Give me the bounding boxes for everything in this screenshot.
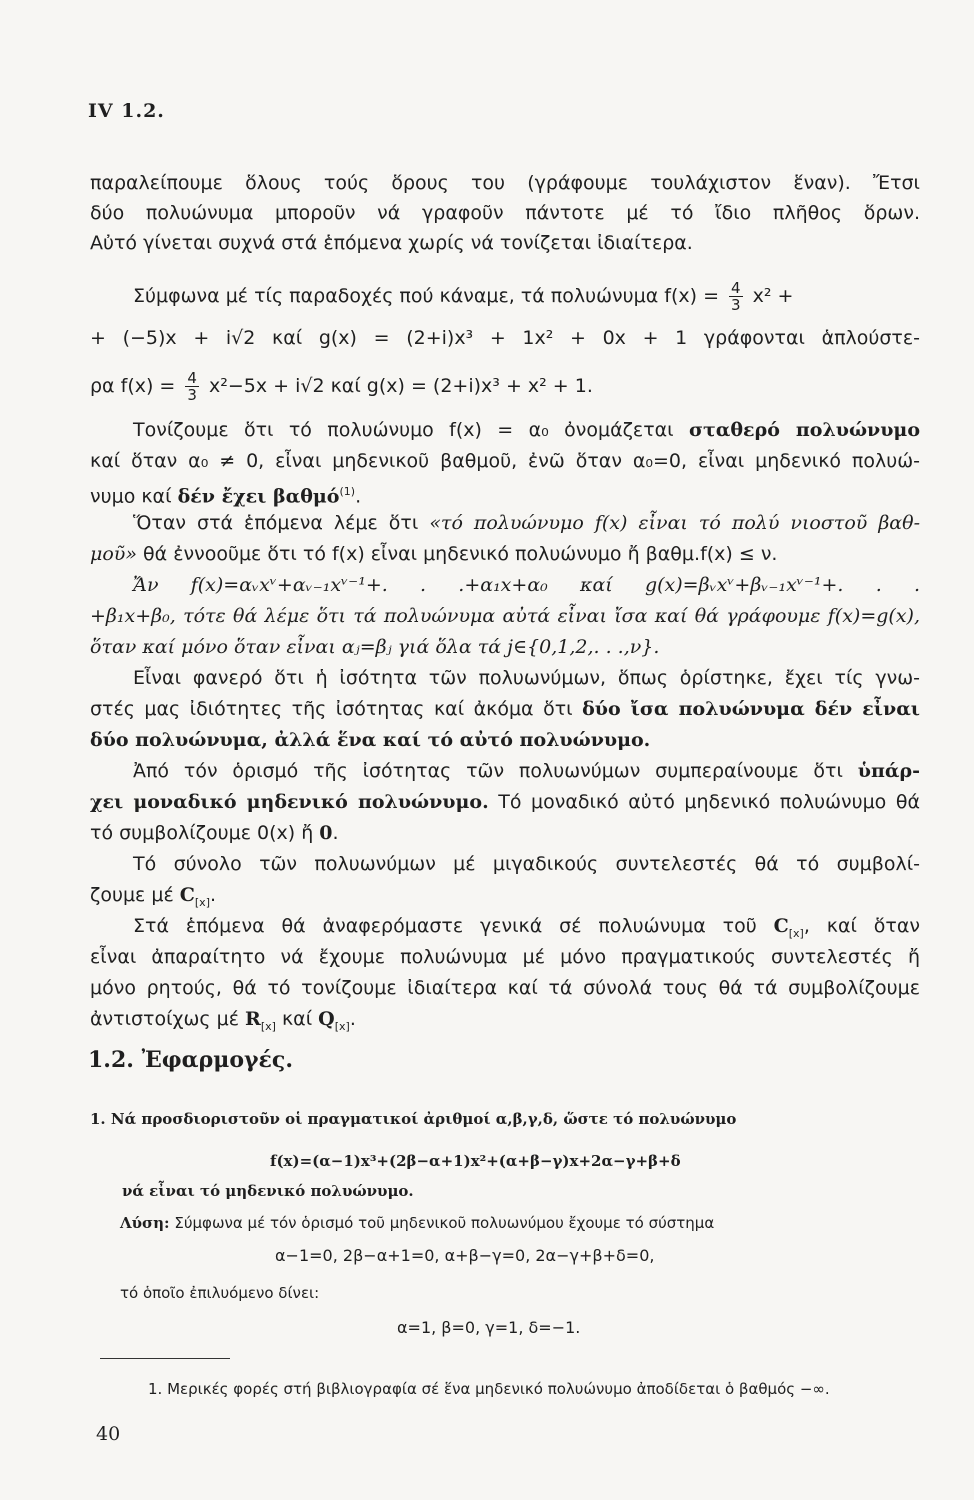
bold-term: δέν ἔχει βαθμό	[177, 485, 340, 508]
text-line: +β₁x+β₀, τότε θά λέμε ὅτι τά πολυώνυμα αὐτά εἶναι ἴσα καί θά γράφουμε f(x)=g(x),	[90, 605, 920, 627]
footnote-rule	[100, 1358, 230, 1359]
text-span: Ὅταν στά ἑπόμενα λέμε ὅτι	[133, 512, 419, 534]
footnote-marker: (1)	[339, 485, 356, 498]
bold-term: 0	[319, 822, 333, 844]
text-span: .	[355, 485, 362, 508]
text-line	[90, 820, 920, 846]
text-span: .	[349, 1008, 356, 1030]
set-symbol: Q	[318, 1008, 335, 1030]
subscript: [x]	[260, 1019, 276, 1033]
text-line	[133, 913, 920, 947]
text-span: Στά ἑπόμενα θά ἀναφερόμαστε γενικά σέ πολυώνυμα τοῦ	[133, 915, 757, 937]
text-span: Τονίζουμε ὅτι τό πολυώνυμο f(x) = α₀ ὀνομάζεται	[133, 419, 674, 441]
text-line	[133, 280, 920, 313]
text-span: .	[209, 884, 217, 906]
solution-result: α=1, β=0, γ=1, δ=−1.	[397, 1318, 581, 1337]
text-line: μόνο ρητούς, θά τό τονίζουμε ἰδιαίτερα καί τά σύνολά τους θά τά συμβολίζουμε	[90, 977, 920, 999]
text-line	[90, 1006, 920, 1040]
text-span: ἀντιστοίχως μέ	[90, 1008, 239, 1030]
text-line: καί ὅταν α₀ ≠ 0, εἶναι μηδενικοῦ βαθμοῦ, ἐνῶ ὅταν α₀=0, εἶναι μηδενικό πολυώ-	[90, 450, 920, 472]
footnote: 1. Μερικές φορές στή βιβλιογραφία σέ ἕνα μηδενικό πολυώνυμο ἀποδίδεται ὁ βαθμός −∞.	[148, 1380, 830, 1398]
solution-line	[120, 1214, 714, 1232]
solution-line: τό ὁποῖο ἐπιλυόμενο δίνει:	[120, 1284, 320, 1302]
text-line	[90, 370, 920, 403]
text-span: Σύμφωνα μέ τόν ὁρισμό τοῦ μηδενικοῦ πολυωνύμου ἔχουμε τό σύστημα	[174, 1214, 715, 1232]
text-span: νυμο καί	[90, 485, 172, 508]
text-span: καί	[281, 1008, 313, 1030]
bold-term: ὑπάρ-	[857, 760, 920, 782]
text-line: δύο πολυώνυμα μποροῦν νά γραφοῦν πάντοτε μέ τό ἴδιο πλῆθος ὅρων.	[90, 202, 920, 224]
text-line	[90, 882, 920, 916]
text-span: τό συμβολίζουμε 0(x) ἤ	[90, 822, 314, 844]
text-line	[90, 696, 920, 722]
text-line: ὅταν καί μόνο ὅταν εἶναι αⱼ=βⱼ γιά ὅλα τά j∈{0,1,2,. . .,ν}.	[90, 636, 660, 658]
text-line: Εἶναι φανερό ὅτι ἡ ἰσότητα τῶν πολυωνύμων, ὅπως ὁρίστηκε, ἔχει τίς γνω-	[133, 667, 920, 689]
text-line: Τό σύνολο τῶν πολυωνύμων μέ μιγαδικούς συντελεστές θά τό συμβολί-	[133, 853, 920, 875]
bold-term: δύο ἴσα πολυώνυμα δέν εἶναι	[582, 698, 921, 720]
text-line: Αὐτό γίνεται συχνά στά ἑπόμενα χωρίς νά τονίζεται ἰδιαίτερα.	[90, 232, 693, 254]
text-line: + (−5)x + i√2 καί g(x) = (2+i)x³ + 1x² + 0x + 1 γράφονται ἁπλούστε-	[90, 327, 920, 349]
text-line	[90, 541, 920, 567]
text-line	[90, 479, 920, 509]
set-symbol: C	[179, 884, 195, 906]
fraction-numerator: 4	[731, 279, 741, 297]
text-line: εἶναι ἀπαραίτητο νά ἔχουμε πολυώνυμα μέ μόνο πραγματικούς συντελεστές ἤ	[90, 946, 920, 968]
text-span: Ἀπό τόν ὁρισμό τῆς ἰσότητας τῶν πολυωνύμων συμπεραίνουμε ὅτι	[133, 760, 843, 782]
text-line	[90, 789, 920, 815]
text-line: παραλείπουμε ὅλους τούς ὅρους του (γράφουμε τουλάχιστον ἕναν). Ἔτσι	[90, 172, 920, 194]
fraction-numerator: 4	[187, 369, 197, 387]
text-span: x²−5x + i√2 καί g(x) = (2+i)x³ + x² + 1.	[208, 375, 593, 397]
text-span: στές μας ἰδιότητες τῆς ἰσότητας καί ἀκόμα ὅτι	[90, 698, 573, 720]
fraction-denominator: 3	[187, 386, 197, 404]
text-line	[133, 417, 920, 443]
solution-label: Λύση:	[120, 1214, 170, 1232]
text-span: Σύμφωνα μέ τίς παραδοχές πού κάναμε, τά πολυώνυμα f(x) =	[133, 285, 719, 307]
bold-term: χει μοναδικό μηδενικό πολυώνυμο.	[90, 791, 489, 813]
italic-text: «τό πολυώνυμο f(x) εἶναι τό πολύ νιοστοῦ βαθ-	[429, 512, 920, 534]
text-span: , καί ὅταν	[803, 915, 920, 937]
text-span: Τό μοναδικό αὐτό μηδενικό πολυώνυμο θά	[498, 791, 920, 813]
running-header: IV 1.2.	[88, 100, 165, 122]
equation-system: α−1=0, 2β−α+1=0, α+β−γ=0, 2α−γ+β+δ=0,	[275, 1246, 655, 1265]
exercise-formula: f(x)=(α−1)x³+(2β−α+1)x²+(α+β−γ)x+2α−γ+β+δ	[270, 1152, 681, 1170]
text-line	[133, 758, 920, 784]
text-line: Ἄν f(x)=αᵥxᵛ+αᵥ₋₁xᵛ⁻¹+. . .+α₁x+α₀ καί g(x)=βᵥxᵛ+βᵥ₋₁xᵛ⁻¹+. . .	[133, 574, 920, 596]
italic-text: μοῦ»	[90, 543, 137, 565]
set-symbol: R	[245, 1008, 261, 1030]
fraction	[185, 370, 199, 403]
text-line: δύο πολυώνυμα, ἀλλά ἕνα καί τό αὐτό πολυώνυμο.	[90, 729, 651, 751]
fraction-denominator: 3	[731, 296, 741, 314]
text-span: x² +	[752, 285, 794, 307]
page-number: 40	[96, 1423, 121, 1445]
bold-term: σταθερό πολυώνυμο	[688, 419, 920, 441]
text-span: θά ἐννοοῦμε ὅτι τό f(x) εἶναι μηδενικό πολυώνυμο ἤ βαθμ.f(x) ≤ ν.	[143, 543, 778, 565]
exercise-statement: 1. Νά προσδιοριστοῦν οἱ πραγματικοί ἀριθμοί α,β,γ,δ, ὥστε τό πολυώνυμο	[90, 1110, 737, 1128]
subscript: [x]	[788, 926, 804, 940]
text-line	[133, 510, 920, 536]
section-title: 1.2. Ἐφαρμογές.	[88, 1047, 293, 1073]
subscript: [x]	[194, 895, 210, 909]
set-symbol: C	[773, 915, 789, 937]
text-span: .	[332, 822, 339, 844]
subscript: [x]	[334, 1019, 350, 1033]
text-span: ρα f(x) =	[90, 375, 176, 397]
fraction	[729, 280, 743, 313]
exercise-statement: νά εἶναι τό μηδενικό πολυώνυμο.	[122, 1182, 414, 1200]
text-span: ζουμε μέ	[90, 884, 174, 906]
